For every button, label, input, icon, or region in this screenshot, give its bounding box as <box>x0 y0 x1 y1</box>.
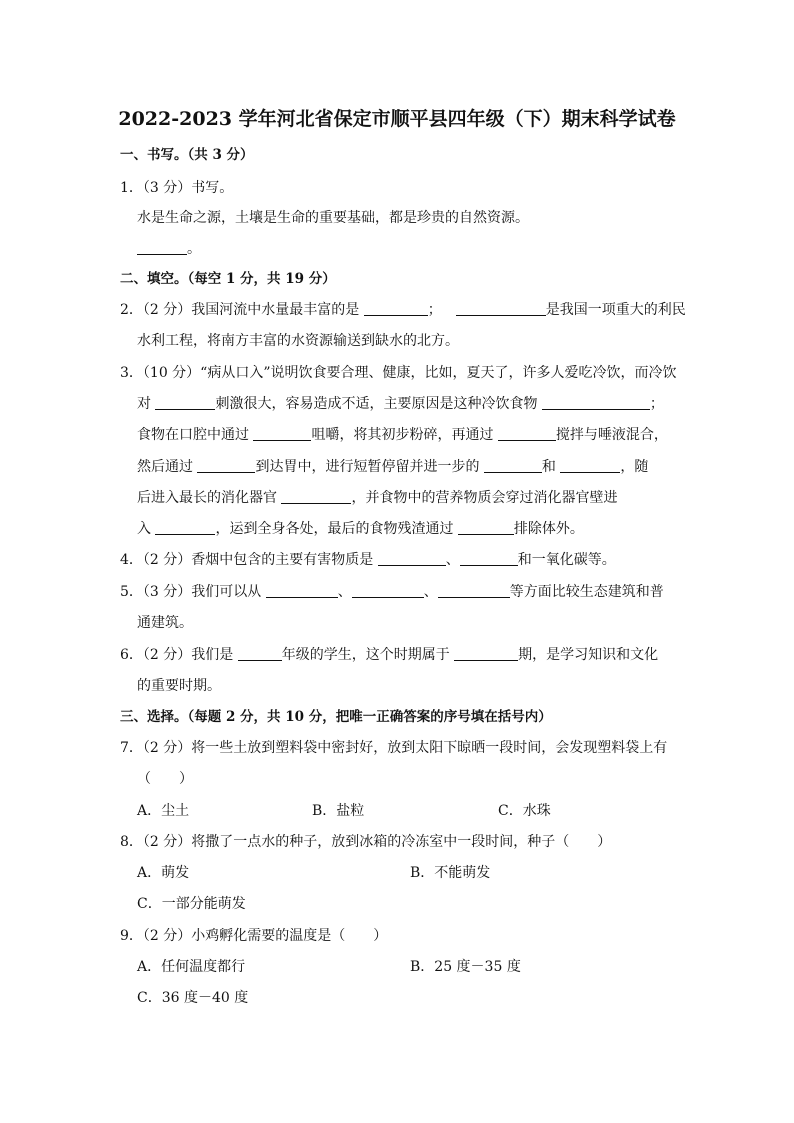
question-7-stem: 7．（2 分）将一些土放到塑料袋中密封好，放到太阳下晾晒一段时间，会发现塑料袋上有 <box>120 740 668 756</box>
question-1-text: 水是生命之源，土壤是生命的重要基础，都是珍贵的自然资源。 <box>137 210 529 226</box>
answer-blank[interactable] <box>458 520 514 535</box>
answer-blank[interactable] <box>560 458 620 473</box>
question-3-text: 搅拌与唾液混合， <box>555 427 668 443</box>
question-3-text: 咀嚼，将其初步粉碎，再通过 <box>311 427 498 443</box>
answer-blank[interactable] <box>498 426 556 441</box>
answer-blank[interactable] <box>197 458 255 473</box>
question-4-text: 和一氧化碳等。 <box>517 552 616 568</box>
question-5-text: 、 <box>337 584 352 600</box>
question-7-answer-paren[interactable]: （ ） <box>137 771 193 787</box>
question-3-text: 对 <box>137 396 156 412</box>
question-3-text: ，并食物中的营养物质会穿过消化器官壁进 <box>351 490 618 506</box>
answer-blank[interactable] <box>438 583 510 598</box>
question-4 <box>120 551 616 569</box>
question-6-text: 期，是学习知识和文化 <box>518 647 659 663</box>
question-3-text: 食物在口腔中通过 <box>137 427 254 443</box>
question-2-text: ； <box>427 302 442 318</box>
answer-blank[interactable] <box>456 301 546 316</box>
answer-blank[interactable] <box>352 583 424 598</box>
question-9-option-a[interactable]: A．任何温度都行 <box>137 959 246 975</box>
question-1-head: 1．（3 分）书写。 <box>120 180 234 196</box>
question-8-option-c[interactable]: C．一部分能萌发 <box>137 896 246 912</box>
section-heading-3: 三、选择。（每题 2 分，共 10 分，把唯一正确答案的序号填在括号内） <box>120 709 552 725</box>
question-3-text: ，随 <box>620 459 649 475</box>
question-2-line-2: 水利工程，将南方丰富的水资源输送到缺水的北方。 <box>137 333 459 349</box>
question-7-option-a[interactable]: A．尘土 <box>137 803 190 819</box>
question-9-stem: 9．（2 分）小鸡孵化需要的温度是（ ） <box>120 928 388 944</box>
question-5-line-2: 通建筑。 <box>137 615 193 631</box>
question-6-text: 6．（2 分）我们是 <box>120 647 238 663</box>
question-8-stem: 8．（2 分）将撒了一点水的种子，放到冰箱的冷冻室中一段时间，种子（ ） <box>120 834 612 850</box>
question-9-option-b[interactable]: B．25 度－35 度 <box>410 959 521 975</box>
question-3-line-6 <box>137 520 584 538</box>
answer-blank[interactable] <box>266 583 338 598</box>
question-3-text: 和 <box>541 459 561 475</box>
question-7-option-c[interactable]: C．水珠 <box>498 803 551 819</box>
question-3-text: 到达胃中，进行短暂停留并进一步的 <box>255 459 484 475</box>
question-5-text: 、 <box>423 584 438 600</box>
question-2-text: 2．（2 分）我国河流中水量最丰富的是 <box>120 302 364 318</box>
answer-blank[interactable] <box>155 395 215 410</box>
question-3-line-4 <box>137 458 648 476</box>
question-2-line-1 <box>120 301 686 319</box>
question-3-line-5 <box>137 489 617 507</box>
question-6-line-2: 的重要时期。 <box>137 678 221 694</box>
section-heading-2: 二、填空。（每空 1 分，共 19 分） <box>120 271 336 287</box>
question-6-text: 年级的学生，这个时期属于 <box>281 647 455 663</box>
answer-blank[interactable] <box>155 520 215 535</box>
question-3-text: 刺激很大，容易造成不适，主要原因是这种冷饮食物 <box>215 396 542 412</box>
question-3-text: 后进入最长的消化器官 <box>137 490 282 506</box>
answer-blank[interactable] <box>253 426 311 441</box>
question-5-text: 5．（3 分）我们可以从 <box>120 584 266 600</box>
answer-blank[interactable] <box>378 551 446 566</box>
question-3-text: ； <box>649 396 664 412</box>
answer-blank[interactable] <box>364 301 428 316</box>
question-3-line-1: 3．（10 分）“病从口入”说明饮食要合理、健康，比如，夏天了，许多人爱吃冷饮，而冷饮 <box>120 365 677 381</box>
question-1-tail: 。 <box>187 241 201 257</box>
question-4-text: 、 <box>445 552 460 568</box>
answer-blank[interactable] <box>484 458 542 473</box>
question-3-text: ，运到全身各处，最后的食物残渣通过 <box>215 521 458 537</box>
question-3-text: 入 <box>137 521 156 537</box>
question-4-text: 4．（2 分）香烟中包含的主要有害物质是 <box>120 552 378 568</box>
question-3-text: 然后通过 <box>137 459 198 475</box>
question-8-option-b[interactable]: B．不能萌发 <box>410 865 491 881</box>
question-3-line-3 <box>137 426 668 444</box>
answer-blank[interactable] <box>238 646 282 661</box>
answer-blank[interactable] <box>281 489 351 504</box>
answer-blank[interactable] <box>460 551 518 566</box>
question-2-text: 是我国一项重大的利民 <box>545 302 686 318</box>
answer-blank[interactable] <box>137 240 187 255</box>
question-7-option-b[interactable]: B．盐粒 <box>312 803 365 819</box>
answer-blank[interactable] <box>542 395 650 410</box>
question-3-line-2 <box>137 395 664 413</box>
question-9-option-c[interactable]: C．36 度－40 度 <box>137 990 249 1006</box>
question-5-text: 等方面比较生态建筑和普 <box>509 584 664 600</box>
question-6-line-1 <box>120 646 658 664</box>
answer-blank[interactable] <box>454 646 518 661</box>
question-1-answer-line <box>137 240 201 258</box>
exam-title: 2022-2023 学年河北省保定市顺平县四年级（下）期末科学试卷 <box>118 108 676 130</box>
section-heading-1: 一、书写。（共 3 分） <box>120 147 254 163</box>
question-8-option-a[interactable]: A．萌发 <box>137 865 190 881</box>
question-5-line-1 <box>120 583 664 601</box>
question-3-text: 排除体外。 <box>513 521 584 537</box>
